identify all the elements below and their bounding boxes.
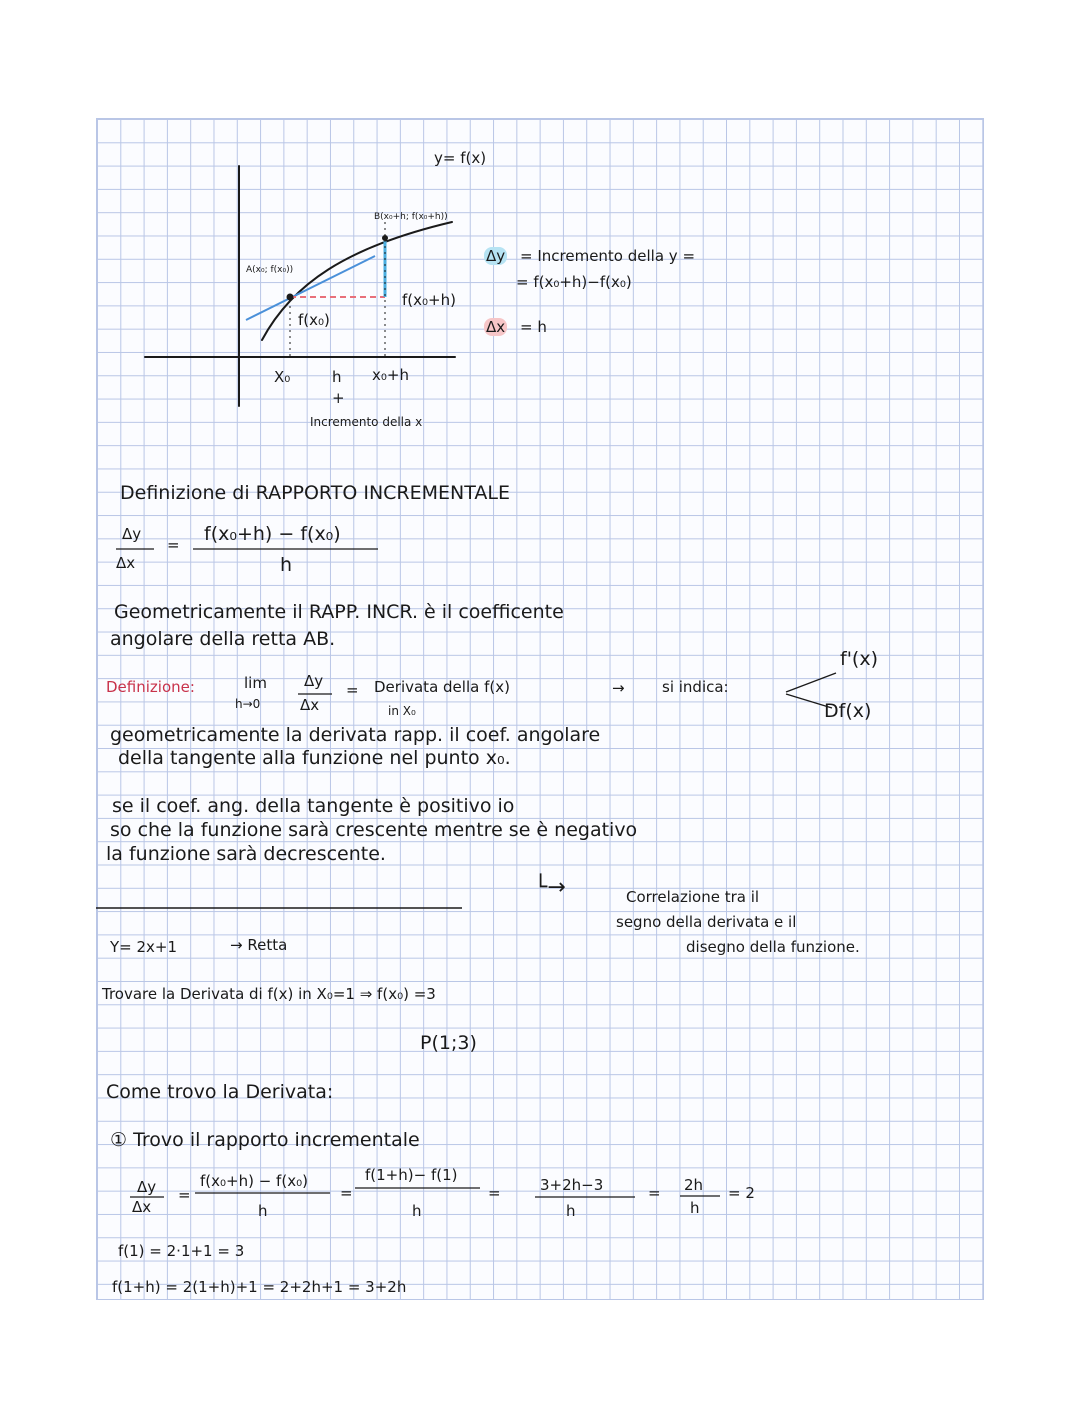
def-frac-den: Δx bbox=[116, 554, 136, 572]
how-title: Come trovo la Derivata: bbox=[106, 1081, 334, 1103]
delta-y-symbol: Δy bbox=[486, 247, 506, 265]
sign-line-3: la funzione sarà decrescente. bbox=[106, 843, 386, 865]
x0-label: X₀ bbox=[274, 368, 291, 386]
delta-y-formula: = f(x₀+h)−f(x₀) bbox=[516, 273, 632, 291]
calc-lhs-den: Δx bbox=[132, 1198, 152, 1216]
function-curve bbox=[262, 222, 452, 340]
calc-eq-4: = bbox=[648, 1184, 661, 1202]
calc-frac4-den: h bbox=[690, 1199, 700, 1217]
calc-eq-1: = bbox=[178, 1186, 191, 1204]
function-label: y= f(x) bbox=[434, 149, 487, 167]
calc-eq-2: = bbox=[340, 1184, 353, 1202]
point-a-dot bbox=[287, 294, 294, 301]
deriv-text-1: Derivata della f(x) bbox=[374, 678, 510, 696]
notation-arrow-up bbox=[786, 673, 836, 692]
deriv-frac-den: Δx bbox=[300, 696, 320, 714]
calc-eq-3: = bbox=[488, 1184, 501, 1202]
notation-prime: f'(x) bbox=[840, 648, 878, 670]
def-rhs-den: h bbox=[280, 554, 293, 576]
geom-line-2: angolare della retta AB. bbox=[110, 628, 336, 650]
notation-df: Df(x) bbox=[824, 700, 872, 722]
def-rhs-num: f(x₀+h) − f(x₀) bbox=[204, 523, 341, 545]
def-frac-num: Δy bbox=[122, 525, 142, 543]
example-point: P(1;3) bbox=[420, 1032, 477, 1054]
calc-frac2-num: f(1+h)− f(1) bbox=[365, 1166, 458, 1184]
f1-evaluation: f(1) = 2·1+1 = 3 bbox=[118, 1242, 245, 1260]
x0h-label: x₀+h bbox=[372, 366, 409, 384]
deriv-arrow: → bbox=[612, 679, 625, 697]
notation-intro: si indica: bbox=[662, 678, 729, 696]
calc-frac1-num: f(x₀+h) − f(x₀) bbox=[200, 1172, 308, 1190]
calc-lhs-num: Δy bbox=[137, 1178, 157, 1196]
point-a-label: A(x₀; f(x₀)) bbox=[246, 265, 294, 275]
calc-frac1-den: h bbox=[258, 1202, 268, 1220]
fx0-label: f(x₀) bbox=[298, 311, 330, 329]
correlation-line-2: segno della derivata e il bbox=[616, 913, 797, 931]
example-retta: → Retta bbox=[230, 936, 288, 954]
geom-line-1: Geometricamente il RAPP. INCR. è il coefficente bbox=[114, 601, 564, 623]
deriv-eq: = bbox=[346, 681, 359, 699]
h-arrow: + bbox=[332, 389, 345, 407]
point-b-dot bbox=[382, 235, 388, 241]
geom-deriv-line-1: geometricamente la derivata rapp. il coef. angolare bbox=[110, 724, 601, 746]
deriv-frac-num: Δy bbox=[304, 672, 324, 690]
lim-label: lim bbox=[244, 674, 267, 692]
correlation-line-1: Correlazione tra il bbox=[626, 888, 760, 906]
point-b-label: B(x₀+h; f(x₀+h)) bbox=[374, 212, 448, 222]
sign-line-2: so che la funzione sarà crescente mentre se è negativo bbox=[110, 819, 638, 841]
calc-result: = 2 bbox=[728, 1184, 755, 1202]
delta-x-definition: = h bbox=[520, 318, 547, 336]
calc-frac4-num: 2h bbox=[684, 1176, 704, 1194]
def-eq: = bbox=[167, 536, 180, 554]
delta-x-symbol: Δx bbox=[486, 318, 506, 336]
lim-sub: h→0 bbox=[235, 697, 261, 711]
derivative-def-label: Definizione: bbox=[106, 678, 195, 696]
correlation-arrow: └→ bbox=[534, 875, 566, 900]
f1h-evaluation: f(1+h) = 2(1+h)+1 = 2+2h+1 = 3+2h bbox=[112, 1278, 407, 1296]
example-task: Trovare la Derivata di f(x) in X₀=1 ⇒ f(x₀) =3 bbox=[102, 985, 436, 1003]
deriv-text-2: in X₀ bbox=[388, 704, 416, 718]
correlation-line-3: disegno della funzione. bbox=[686, 938, 860, 956]
h-label: h bbox=[332, 368, 342, 386]
calc-frac3-den: h bbox=[566, 1202, 576, 1220]
fx0h-label: f(x₀+h) bbox=[402, 291, 456, 309]
calc-frac3-num: 3+2h−3 bbox=[540, 1176, 604, 1194]
sign-line-1: se il coef. ang. della tangente è positivo io bbox=[112, 795, 515, 817]
delta-y-definition: = Incremento della y = bbox=[520, 247, 696, 265]
definition-title: Definizione di RAPPORTO INCREMENTALE bbox=[120, 482, 510, 504]
calc-frac2-den: h bbox=[412, 1202, 422, 1220]
geom-deriv-line-2: della tangente alla funzione nel punto x₀. bbox=[118, 747, 511, 769]
increment-x-label: Incremento della x bbox=[310, 415, 423, 429]
example-equation: Y= 2x+1 bbox=[110, 938, 178, 956]
step-1: ① Trovo il rapporto incrementale bbox=[110, 1129, 420, 1151]
